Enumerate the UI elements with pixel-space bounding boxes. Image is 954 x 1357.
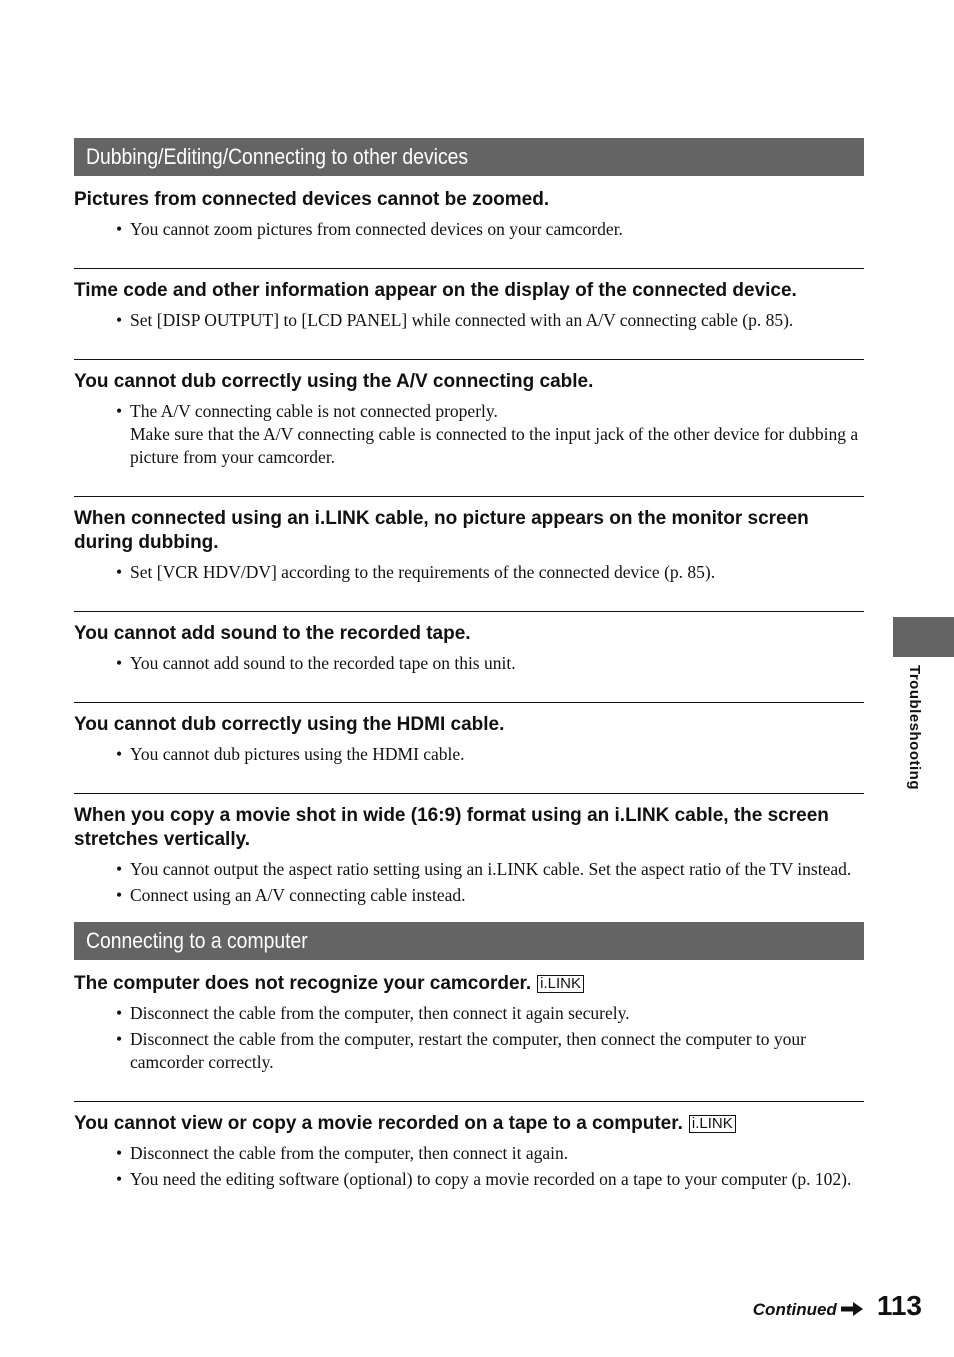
page-footer <box>753 1290 922 1322</box>
answer-item: • Set [VCR HDV/DV] according to the requirements of the connected device (p. 85). <box>116 562 716 582</box>
page-number: 113 <box>876 1290 922 1321</box>
section-header: Dubbing/Editing/Connecting to other devices <box>74 138 864 176</box>
question-heading: When you copy a movie shot in wide (16:9) format using an i.LINK cable, the screen stretches vertically. <box>74 805 829 850</box>
continued-label: Continued <box>752 1300 837 1319</box>
faq-entry <box>74 496 864 611</box>
faq-entry <box>74 1101 864 1218</box>
faq-entry <box>74 793 864 922</box>
answer-item: • Disconnect the cable from the computer, restart the computer, then connect the computer to your camcorder correctly. <box>116 1029 806 1072</box>
side-tab-label: Troubleshooting <box>906 665 923 790</box>
ilink-badge-icon: i.LINK <box>689 1115 736 1133</box>
question-heading: When connected using an i.LINK cable, no picture appears on the monitor screen during dubbing. <box>74 508 809 553</box>
faq-entry <box>74 702 864 793</box>
answer-item: • Connect using an A/V connecting cable instead. <box>116 885 466 905</box>
answer-item: • You need the editing software (optional) to copy a movie recorded on a tape to your computer (p. 102). <box>116 1169 852 1189</box>
page-content <box>74 138 864 1218</box>
answer-item: • Disconnect the cable from the computer, then connect it again. <box>116 1143 569 1163</box>
answer-item: • Set [DISP OUTPUT] to [LCD PANEL] while connected with an A/V connecting cable (p. 85). <box>116 310 794 330</box>
answer-list <box>74 652 864 675</box>
question-heading: Time code and other information appear on the display of the connected device. <box>74 280 797 301</box>
faq-entry <box>74 176 864 268</box>
question-heading: The computer does not recognize your camcorder. i.LINK <box>74 972 864 996</box>
answer-item: • You cannot add sound to the recorded tape on this unit. <box>116 653 516 673</box>
answer-list <box>74 1002 864 1074</box>
faq-entry <box>74 359 864 496</box>
answer-item: • Disconnect the cable from the computer, then connect it again securely. <box>116 1003 630 1023</box>
answer-list <box>74 218 864 241</box>
answer-item: • You cannot zoom pictures from connected devices on your camcorder. <box>116 219 623 239</box>
answer-item: • You cannot dub pictures using the HDMI cable. <box>116 744 465 764</box>
arrow-right-icon <box>841 1302 863 1316</box>
question-heading: Pictures from connected devices cannot be zoomed. <box>74 189 550 210</box>
answer-item: • The A/V connecting cable is not connected properly. Make sure that the A/V connecting cable is connected to the input jack of the other device for dubbing a picture from your camcorder. <box>116 401 859 467</box>
answer-list <box>74 1142 864 1191</box>
faq-entry <box>74 611 864 702</box>
answer-list <box>74 743 864 766</box>
answer-list <box>74 309 864 332</box>
answer-list <box>74 400 864 469</box>
answer-list <box>74 561 864 584</box>
faq-entry <box>74 960 864 1101</box>
faq-entry <box>74 268 864 359</box>
side-tab-marker <box>893 617 954 657</box>
section-header: Connecting to a computer <box>74 922 864 960</box>
question-heading: You cannot add sound to the recorded tape. <box>74 623 471 644</box>
question-heading: You cannot view or copy a movie recorded on a tape to a computer. i.LINK <box>74 1112 864 1136</box>
question-heading: You cannot dub correctly using the HDMI cable. <box>74 714 505 735</box>
question-heading: You cannot dub correctly using the A/V connecting cable. <box>74 371 594 392</box>
answer-list <box>74 858 864 907</box>
answer-item: • You cannot output the aspect ratio setting using an i.LINK cable. Set the aspect ratio of the TV instead. <box>116 859 852 879</box>
ilink-badge-icon: i.LINK <box>537 975 584 993</box>
